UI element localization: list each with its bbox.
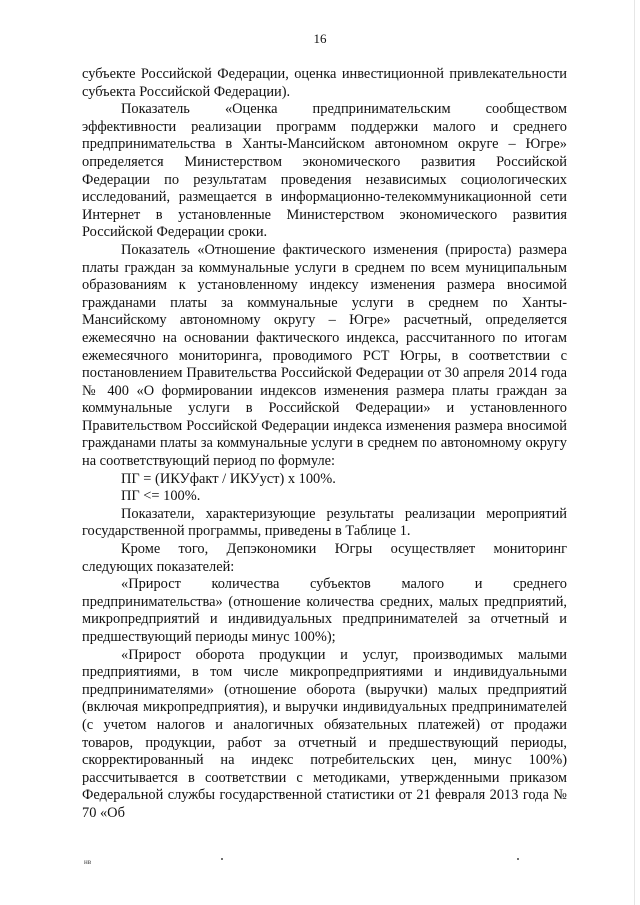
formula: ПГ = (ИКУфакт / ИКУуст) x 100%. <box>121 470 336 487</box>
page-number: 16 <box>313 31 327 46</box>
scan-edge-line <box>634 0 635 905</box>
paragraph: «Прирост оборота продукции и услуг, производимых малыми предприятиями, в том числе микропредприятиями и индивидуальными предпринимателями» (отношение оборота (выручки) малых предприятий (включая микропредприятия), и выручки индивидуальных предпринимателей (с учетом налогов и аналогичных обязательных платежей) от продажи товаров, продукции, работ за отчетный и предшествующий периоды, скорректированный на индекс потребительских цен, минус 100%) рассчитывается в соответствии с методиками, утвержденными приказом Федеральной службы государственной статистики от 21 февраля 2013 года № 70 «Об <box>82 646 567 821</box>
document-body <box>82 66 567 823</box>
paragraph: Показатели, характеризующие результаты реализации мероприятий государственной программы, приведены в Таблице 1. <box>82 505 567 540</box>
paragraph: «Прирост количества субъектов малого и среднего предпринимательства» (отношение количества средних, малых предприятий, микропредприятий и индивидуальных предпринимателей за отчетный и предшествующий периоды минус 100%); <box>82 576 567 645</box>
paragraph: Кроме того, Депэкономики Югры осуществляет мониторинг следующих показателей: <box>82 541 567 575</box>
scan-dot <box>517 858 519 860</box>
paragraph: Показатель «Оценка предпринимательским сообществом эффективности реализации программ поддержки малого и среднего предпринимательства в Ханты-Мансийском автономном округе – Югре» определяется Министерством экономического развития Российской Федерации по результатам проведения независимых социологических исследований, размещается в информационно-телекоммуникационной сети Интернет в установленные Министерством экономического развития Российской Федерации сроки. <box>82 101 567 241</box>
formula: ПГ <= 100%. <box>121 488 201 505</box>
footer-mark: нв <box>84 858 92 866</box>
paragraph: субъекте Российской Федерации, оценка инвестиционной привлекательности субъекта Российской Федерации). <box>82 66 567 100</box>
scan-dot <box>221 858 223 860</box>
paragraph: Показатель «Отношение фактического изменения (прироста) размера платы граждан за коммунальные услуги в среднем по всем муниципальным образованиям к установленному индексу изменения размера вносимой гражданами платы за коммунальные услуги в среднем по Ханты-Мансийскому автономному округу – Югре» расчетный, определяется ежемесячно на основании фактического индекса, рассчитанного по итогам ежемесячного мониторинга, проводимого РСТ Югры, в соответствии с постановлением Правительства Российской Федерации от 30 апреля 2014 года № 400 «О формировании индексов изменения размера платы граждан за коммунальные услуги в Российской Федерации» и установленного Правительством Российской Федерации индекса изменения размера вносимой гражданами платы за коммунальные услуги в среднем по автономному округу на соответствующий период по формуле: <box>82 241 567 470</box>
